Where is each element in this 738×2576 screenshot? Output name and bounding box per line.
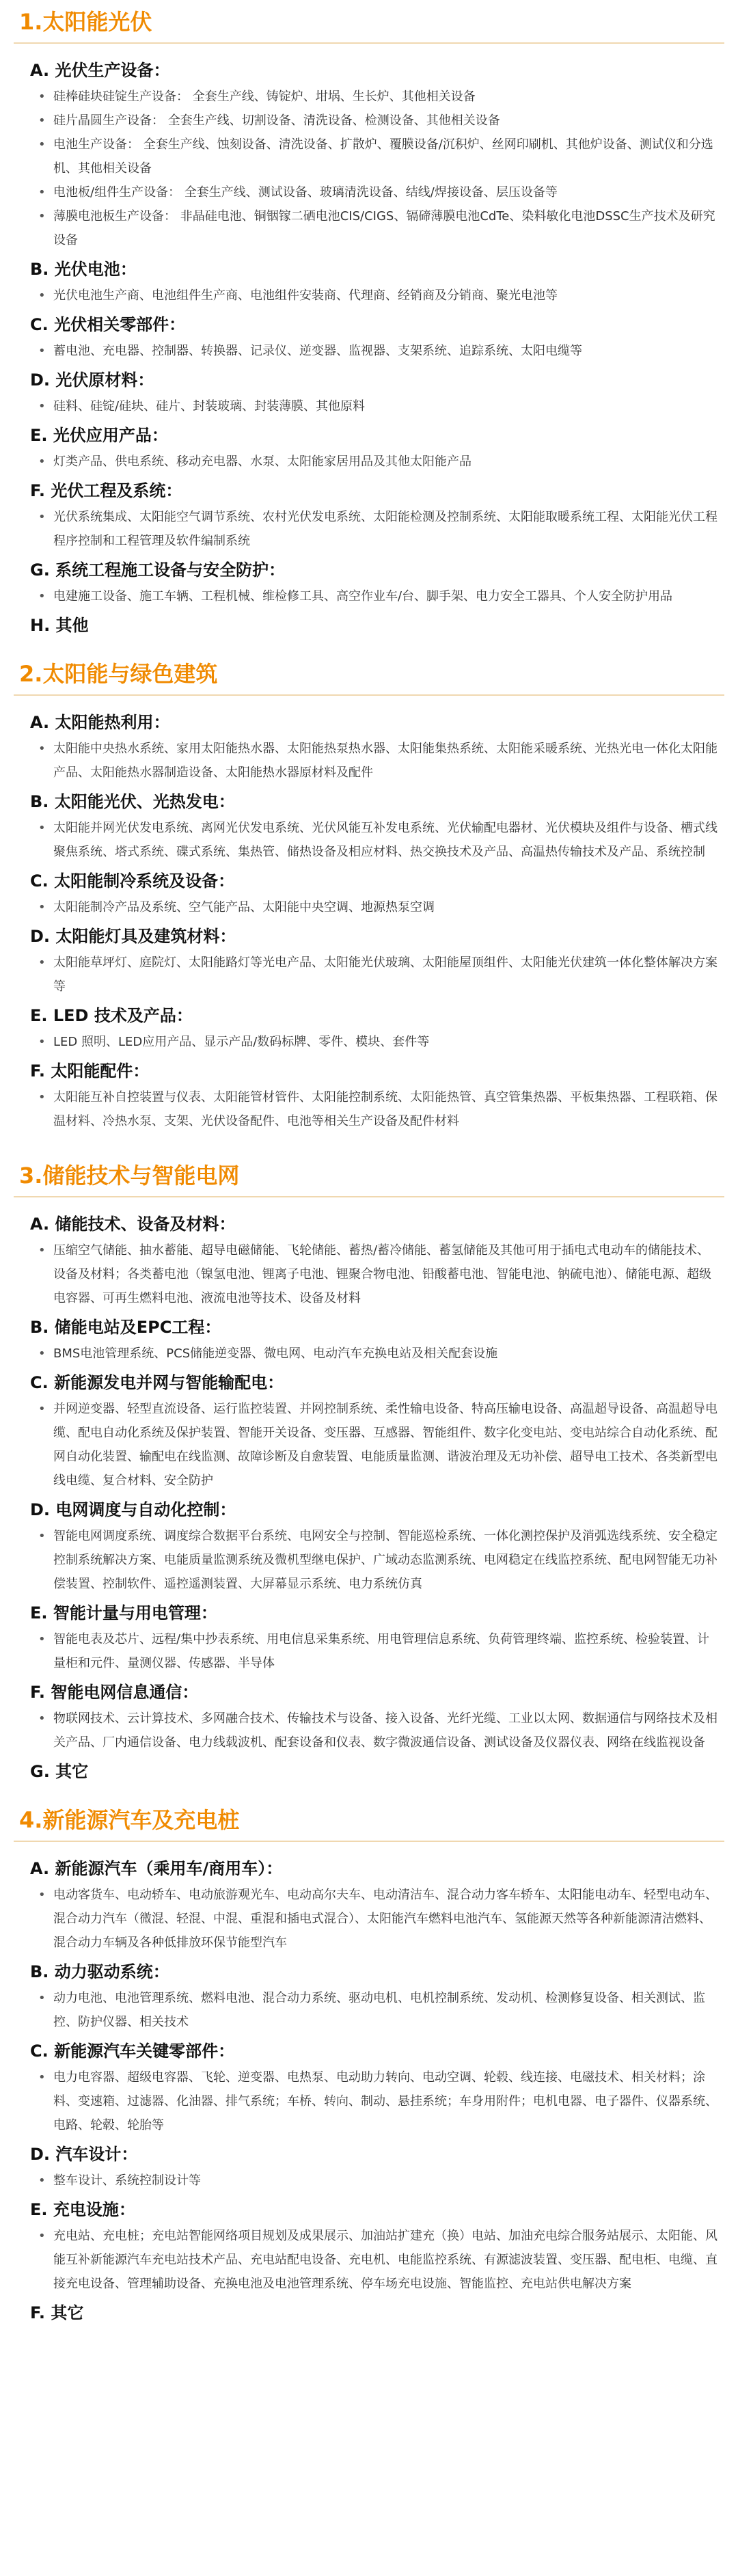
category xyxy=(30,558,718,608)
item-list xyxy=(30,1397,718,1493)
category-title: G. 其它 xyxy=(30,1762,89,1781)
item-list xyxy=(30,1707,718,1754)
list-item xyxy=(30,2065,718,2137)
bullet-icon: • xyxy=(38,90,46,104)
section-title: 1.太阳能光伏 xyxy=(14,0,724,44)
bullet-icon: • xyxy=(38,113,46,128)
category xyxy=(30,59,718,252)
bullet-icon: • xyxy=(38,1402,46,1416)
category xyxy=(30,2143,718,2193)
bullet-icon: • xyxy=(38,2229,46,2243)
category xyxy=(30,1212,718,1310)
category-title: E. 光伏应用产品： xyxy=(30,426,168,445)
item-list xyxy=(30,1986,718,2034)
list-item-text: 智能电网调度系统、调度综合数据平台系统、电网安全与控制、智能巡检系统、一体化测控保护及消弧选线系统、安全稳定控制系统解决方案、电能质量监测系统及微机型继电保护、广域动态监测系统、电网稳定在线监控系统、配电网智能无功补偿装置、控制软件、遥控遥测装置、大屏幕显示系统、电力系统仿真 xyxy=(53,1529,718,1591)
bullet-icon: • xyxy=(38,742,46,756)
list-item-text: 太阳能制冷产品及系统、空气能产品、太阳能中央空调、地源热泵空调 xyxy=(53,900,435,914)
category-title: F. 光伏工程及系统： xyxy=(30,481,182,500)
list-item-text: 硅片晶圆生产设备： 全套生产线、切割设备、清洗设备、检测设备、其他相关设备 xyxy=(53,113,500,128)
category xyxy=(30,1371,718,1493)
bullet-icon: • xyxy=(38,2173,46,2188)
bullet-icon: • xyxy=(38,399,46,413)
list-item-text: 整车设计、系统控制设计等 xyxy=(53,2173,201,2188)
list-item-text: 硅料、硅锭/硅块、硅片、封装玻璃、封装薄膜、其他原料 xyxy=(53,399,366,413)
bullet-icon: • xyxy=(38,900,46,914)
list-item-text: 太阳能互补自控装置与仪表、太阳能管材管件、太阳能控制系统、太阳能热管、真空管集热器、平板集热器、工程联箱、保温材料、冷热水泵、支架、光伏设备配件、电池等相关生产设备及配件材料 xyxy=(53,1090,718,1128)
list-item xyxy=(30,284,718,308)
bullet-icon: • xyxy=(38,344,46,358)
category-title: A. 太阳能热利用： xyxy=(30,713,170,732)
category xyxy=(30,479,718,553)
list-item xyxy=(30,1342,718,1366)
category xyxy=(30,1760,718,1783)
section-3 xyxy=(0,1154,738,1789)
category xyxy=(30,1004,718,1054)
list-item xyxy=(30,180,718,204)
list-item-text: 电力电容器、超级电容器、飞轮、逆变器、电热泵、电动助力转向、电动空调、轮毂、线连接、电磁技术、相关材料；涂料、变速箱、过滤器、化油器、排气系统；车桥、转向、制动、悬挂系统；车身用附件；电机电器、电子器件、仪器系统、电路、轮毂、轮胎等 xyxy=(53,2070,718,2132)
item-list xyxy=(30,584,718,608)
item-list xyxy=(30,1030,718,1054)
category xyxy=(30,925,718,999)
category-title: B. 储能电站及EPC工程： xyxy=(30,1318,221,1337)
category xyxy=(30,790,718,864)
category-title: C. 光伏相关零部件： xyxy=(30,315,186,334)
list-item xyxy=(30,2224,718,2296)
list-item xyxy=(30,816,718,864)
list-item xyxy=(30,2169,718,2193)
list-item xyxy=(30,1085,718,1133)
list-item-text: 蓄电池、充电器、控制器、转换器、记录仪、逆变器、监视器、支架系统、追踪系统、太阳电缆等 xyxy=(53,344,582,358)
bullet-icon: • xyxy=(38,821,46,835)
bullet-icon: • xyxy=(38,1346,46,1361)
item-list xyxy=(30,85,718,252)
list-item-text: 电池生产设备： 全套生产线、蚀刻设备、清洗设备、扩散炉、覆膜设备/沉积炉、丝网印刷机、其他炉设备、测试仪和分选机、其他相关设备 xyxy=(53,137,713,176)
section-body xyxy=(0,696,738,1144)
list-item xyxy=(30,133,718,180)
category-title: E. 智能计量与用电管理： xyxy=(30,1603,217,1623)
list-item xyxy=(30,584,718,608)
item-list xyxy=(30,816,718,864)
category xyxy=(30,1681,718,1754)
item-list xyxy=(30,394,718,418)
category xyxy=(30,614,718,637)
item-list xyxy=(30,284,718,308)
list-item-text: 电建施工设备、施工车辆、工程机械、维检修工具、高空作业车/台、脚手架、电力安全工器具、个人安全防护用品 xyxy=(53,589,673,604)
section-title: 3.储能技术与智能电网 xyxy=(14,1154,724,1197)
item-list xyxy=(30,951,718,999)
category-title: F. 其它 xyxy=(30,2303,84,2322)
category-title: E. LED 技术及产品： xyxy=(30,1006,193,1025)
category-title: D. 电网调度与自动化控制： xyxy=(30,1500,236,1519)
list-item xyxy=(30,450,718,474)
list-item xyxy=(30,1986,718,2034)
category-title: D. 汽车设计： xyxy=(30,2145,138,2164)
category xyxy=(30,1857,718,1955)
list-item xyxy=(30,85,718,109)
section-title: 4.新能源汽车及充电桩 xyxy=(14,1798,724,1842)
bullet-icon: • xyxy=(38,1035,46,1049)
item-list xyxy=(30,505,718,553)
list-item xyxy=(30,895,718,919)
bullet-icon: • xyxy=(38,2070,46,2085)
bullet-icon: • xyxy=(38,1243,46,1258)
category xyxy=(30,2198,718,2296)
category-title: H. 其他 xyxy=(30,616,89,635)
list-item-text: 光伏系统集成、太阳能空气调节系统、农村光伏发电系统、太阳能检测及控制系统、太阳能取暖系统工程、太阳能光伏工程程序控制和工程管理及软件编制系统 xyxy=(53,510,718,548)
list-item-text: 充电站、充电桩；充电站智能网络项目规划及成果展示、加油站扩建充（换）电站、加油充电综合服务站展示、太阳能、风能互补新能源汽车充电站技术产品、充电站配电设备、充电机、电能监控系统、有源滤波装置、变压器、配电柜、电缆、直接充电设备、管理辅助设备、充换电池及电池管理系统、停车场充电设施、智能监控、充电站供电解决方案 xyxy=(53,2229,718,2291)
bullet-icon: • xyxy=(38,455,46,469)
list-item-text: 并网逆变器、轻型直流设备、运行监控装置、并网控制系统、柔性输电设备、特高压输电设备、高温超导设备、高温超导电缆、配电自动化系统及保护装置、智能开关设备、变压器、互感器、智能组件、数字化变电站、变电站综合自动化系统、配网自动化装置、输配电在线监测、故障诊断及自愈装置、电能质量监测、谐波治理及无功补偿、超导电工技术、各类新型电线电缆、复合材料、安全防护 xyxy=(53,1402,718,1488)
list-item xyxy=(30,109,718,133)
list-item-text: 物联网技术、云计算技术、多网融合技术、传输技术与设备、接入设备、光纤光缆、工业以太网、数据通信与网络技术及相关产品、厂内通信设备、电力线载波机、配套设备和仪表、数字微波通信设备、测试设备及仪器仪表、网络在线监视设备 xyxy=(53,1711,718,1750)
list-item-text: 动力电池、电池管理系统、燃料电池、混合动力系统、驱动电机、电机控制系统、发动机、检测修复设备、相关测试、监控、防护仪器、相关技术 xyxy=(53,1991,705,2029)
list-item xyxy=(30,1524,718,1596)
list-item-text: 薄膜电池板生产设备： 非晶硅电池、铜铟镓二硒电池CIS/CIGS、镉碲薄膜电池CdTe、染料敏化电池DSSC生产技术及研究设备 xyxy=(53,209,715,247)
list-item xyxy=(30,1030,718,1054)
bullet-icon: • xyxy=(38,1529,46,1543)
section-body xyxy=(0,1197,738,1789)
bullet-icon: • xyxy=(38,1090,46,1104)
list-item xyxy=(30,1397,718,1493)
bullet-icon: • xyxy=(38,510,46,524)
category-title: F. 智能电网信息通信： xyxy=(30,1683,199,1702)
category-title: F. 太阳能配件： xyxy=(30,1061,150,1081)
category xyxy=(30,1498,718,1596)
section-2 xyxy=(0,652,738,1144)
item-list xyxy=(30,1238,718,1310)
category xyxy=(30,1316,718,1366)
list-item-text: LED 照明、LED应用产品、显示产品/数码标牌、零件、模块、套件等 xyxy=(53,1035,430,1049)
list-item xyxy=(30,951,718,999)
bullet-icon: • xyxy=(38,1632,46,1646)
list-item-text: 太阳能中央热水系统、家用太阳能热水器、太阳能热泵热水器、太阳能集热系统、太阳能采暖系统、光热光电一体化太阳能产品、太阳能热水器制造设备、太阳能热水器原材料及配件 xyxy=(53,742,718,780)
bullet-icon: • xyxy=(38,589,46,604)
list-item-text: 电动客货车、电动轿车、电动旅游观光车、电动高尔夫车、电动清洁车、混合动力客车轿车、太阳能电动车、轻型电动车、混合动力汽车（微混、轻混、中混、重混和插电式混合）、太阳能汽车燃料电池汽车、氢能源天然等各种新能源清洁燃料、混合动力车辆及各种低排放环保节能型汽车 xyxy=(53,1888,718,1950)
category-title: B. 光伏电池： xyxy=(30,260,137,279)
list-item xyxy=(30,339,718,363)
item-list xyxy=(30,895,718,919)
list-item-text: 太阳能草坪灯、庭院灯、太阳能路灯等光电产品、太阳能光伏玻璃、太阳能屋顶组件、太阳能光伏建筑一体化整体解决方案等 xyxy=(53,955,718,994)
bullet-icon: • xyxy=(38,1711,46,1726)
item-list xyxy=(30,737,718,785)
item-list xyxy=(30,450,718,474)
category-title: E. 充电设施： xyxy=(30,2200,135,2219)
section-body xyxy=(0,1842,738,2330)
category-title: B. 动力驱动系统： xyxy=(30,1962,169,1981)
list-item-text: 灯类产品、供电系统、移动充电器、水泵、太阳能家居用品及其他太阳能产品 xyxy=(53,455,472,469)
section-1 xyxy=(0,0,738,642)
category xyxy=(30,368,718,418)
list-item xyxy=(30,394,718,418)
item-list xyxy=(30,1342,718,1366)
bullet-icon: • xyxy=(38,955,46,970)
category-title: A. 新能源汽车（乘用车/商用车）： xyxy=(30,1859,283,1878)
list-item xyxy=(30,1707,718,1754)
list-item xyxy=(30,1883,718,1955)
bullet-icon: • xyxy=(38,137,46,152)
item-list xyxy=(30,1627,718,1675)
item-list xyxy=(30,339,718,363)
item-list xyxy=(30,2065,718,2137)
category-title: C. 太阳能制冷系统及设备： xyxy=(30,871,235,891)
category xyxy=(30,711,718,785)
bullet-icon: • xyxy=(38,1888,46,1902)
section-title: 2.太阳能与绿色建筑 xyxy=(14,652,724,696)
item-list xyxy=(30,2169,718,2193)
bullet-icon: • xyxy=(38,1991,46,2005)
item-list xyxy=(30,1883,718,1955)
category-title: A. 储能技术、设备及材料： xyxy=(30,1215,236,1234)
item-list xyxy=(30,1524,718,1596)
list-item-text: 太阳能并网光伏发电系统、离网光伏发电系统、光伏风能互补发电系统、光伏输配电器材、光伏模块及组件与设备、槽式线聚焦系统、塔式系统、碟式系统、集热管、储热设备及相应材料、热交换技术及产品、高温热传输技术及产品、系统控制 xyxy=(53,821,718,859)
category-title: D. 光伏原材料： xyxy=(30,370,154,390)
list-item xyxy=(30,737,718,785)
category-title: D. 太阳能灯具及建筑材料： xyxy=(30,927,236,946)
section-4 xyxy=(0,1798,738,2330)
category xyxy=(30,1601,718,1675)
item-list xyxy=(30,1085,718,1133)
list-item-text: 光伏电池生产商、电池组件生产商、电池组件安装商、代理商、经销商及分销商、聚光电池等 xyxy=(53,288,558,303)
category xyxy=(30,2039,718,2137)
category xyxy=(30,1960,718,2034)
category xyxy=(30,258,718,308)
category-title: C. 新能源汽车关键零部件： xyxy=(30,2042,235,2061)
list-item-text: 电池板/组件生产设备： 全套生产线、测试设备、玻璃清洗设备、结线/焊接设备、层压设备等 xyxy=(53,185,558,200)
list-item xyxy=(30,204,718,252)
section-body xyxy=(0,44,738,642)
list-item xyxy=(30,1238,718,1310)
bullet-icon: • xyxy=(38,185,46,200)
list-item-text: 硅棒硅块硅锭生产设备： 全套生产线、铸锭炉、坩埚、生长炉、其他相关设备 xyxy=(53,90,476,104)
list-item-text: 压缩空气储能、抽水蓄能、超导电磁储能、飞轮储能、蓄热/蓄冷储能、蓄氢储能及其他可用于插电式电动车的储能技术、设备及材料；各类蓄电池（镍氢电池、锂离子电池、锂聚合物电池、铅酸蓄电池、智能电池、钠硫电池）、储能电源、超级电容器、可再生燃料电池、液流电池等技术、设备及材料 xyxy=(53,1243,711,1305)
category-title: A. 光伏生产设备： xyxy=(30,61,170,80)
category-title: C. 新能源发电并网与智能输配电： xyxy=(30,1373,284,1392)
list-item-text: BMS电池管理系统、PCS储能逆变器、微电网、电动汽车充换电站及相关配套设施 xyxy=(53,1346,498,1361)
category xyxy=(30,869,718,919)
bullet-icon: • xyxy=(38,288,46,303)
bullet-icon: • xyxy=(38,209,46,223)
category xyxy=(30,424,718,474)
category xyxy=(30,1059,718,1133)
category xyxy=(30,313,718,363)
item-list xyxy=(30,2224,718,2296)
list-item xyxy=(30,505,718,553)
category xyxy=(30,2301,718,2324)
category-title: G. 系统工程施工设备与安全防护： xyxy=(30,560,286,580)
category-title: B. 太阳能光伏、光热发电： xyxy=(30,792,235,811)
list-item-text: 智能电表及芯片、远程/集中抄表系统、用电信息采集系统、用电管理信息系统、负荷管理终端、监控系统、检验装置、计量柜和元件、量测仪器、传感器、半导体 xyxy=(53,1632,710,1670)
list-item xyxy=(30,1627,718,1675)
